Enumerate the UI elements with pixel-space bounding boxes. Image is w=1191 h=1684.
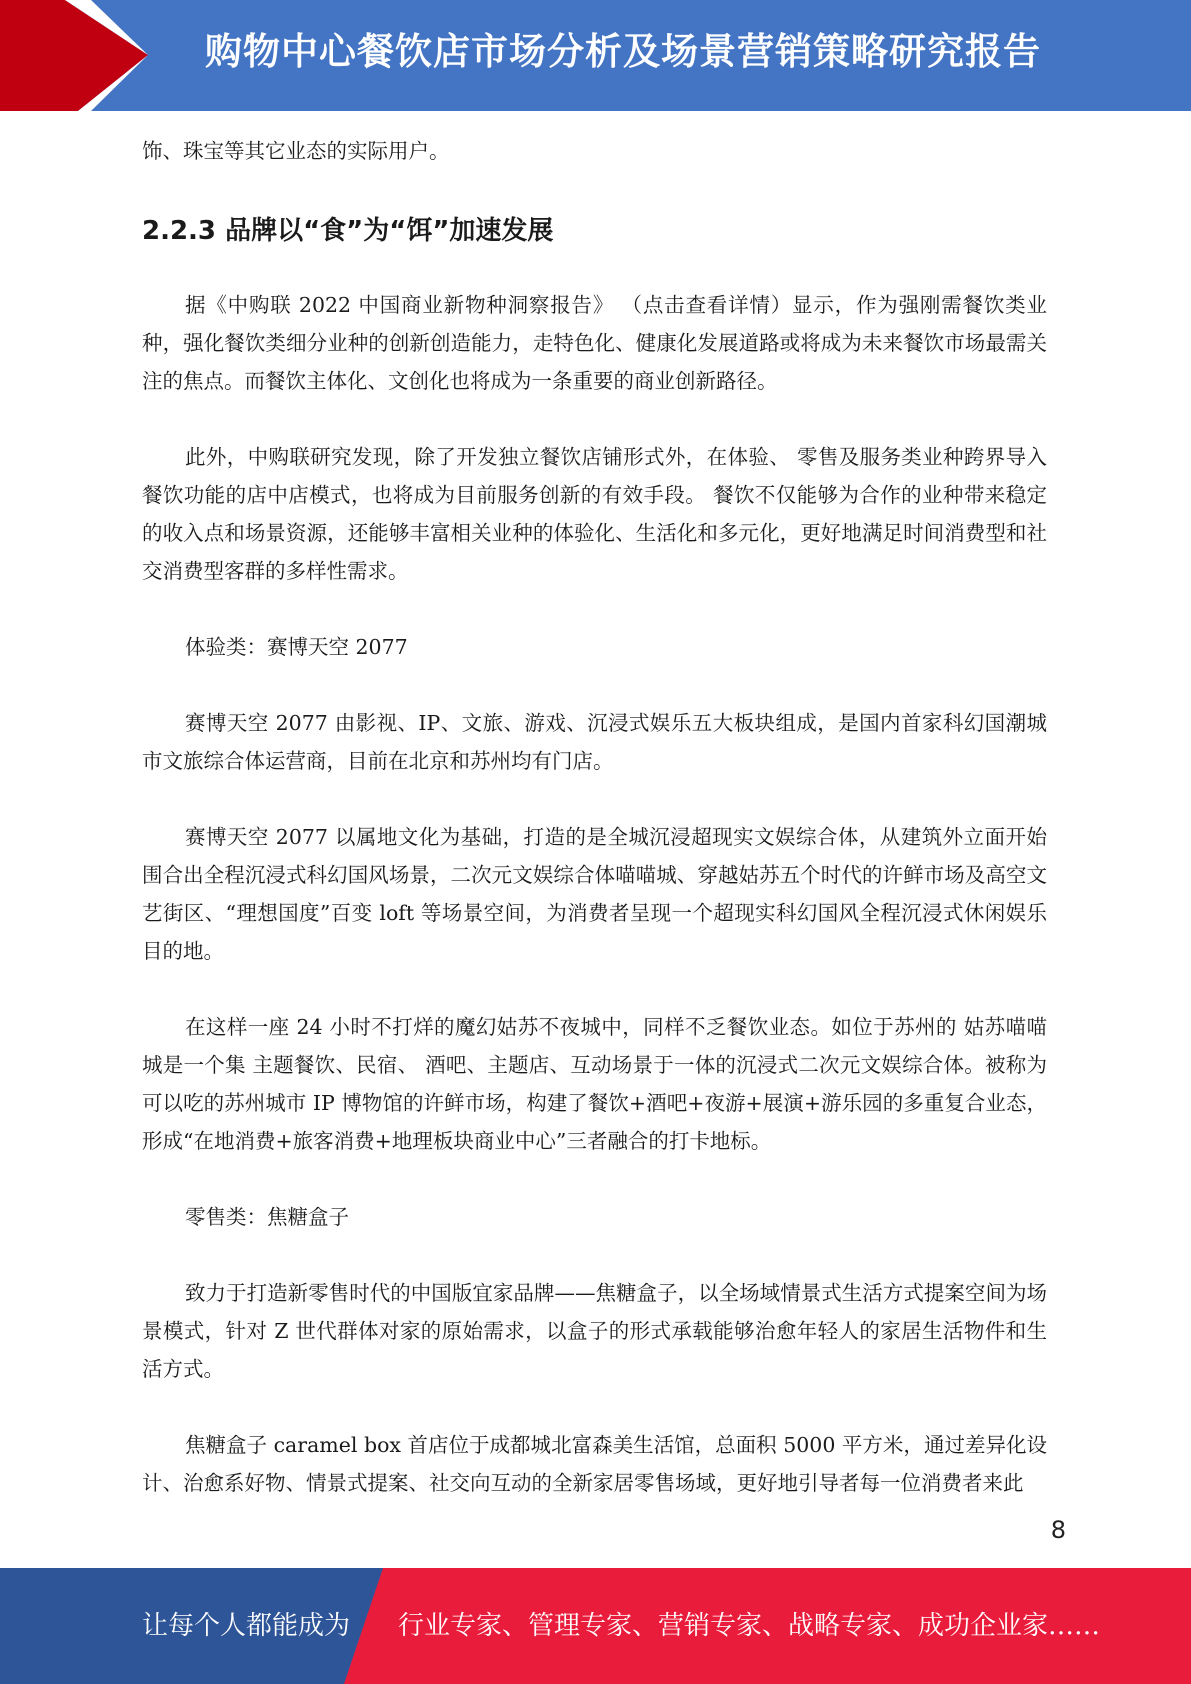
page-header: [0, 0, 1191, 111]
report-title: 购物中心餐饮店市场分析及场景营销策略研究报告: [205, 30, 1041, 73]
paragraph: 致力于打造新零售时代的中国版宜家品牌——焦糖盒子，以全场域情景式生活方式提案空间为场景模式，针对 Z 世代群体对家的原始需求，以盒子的形式承载能够治愈年轻人的家居生活物件和生活方式。: [142, 1281, 1047, 1381]
page-number: 8: [1050, 1516, 1066, 1544]
page-footer: [0, 1568, 1191, 1684]
paragraph: 在这样一座 24 小时不打烊的魔幻姑苏不夜城中，同样不乏餐饮业态。如位于苏州的 姑苏喵喵城是一个集 主题餐饮、民宿、 酒吧、主题店、互动场景于一体的沉浸式二次元文娱综合体。被称为 可以吃的苏州城市 IP 博物馆的许鲜市场，构建了餐饮+酒吧+夜游+展演+游乐园的多重复合业态，形成“在地消费+旅客消费+地理板块商业中心”三者融合的打卡地标。: [142, 1015, 1047, 1153]
subheading-experience: 体验类：赛博天空 2077: [185, 635, 408, 659]
section-heading: 2.2.3 品牌以“食”为“饵”加速发展: [142, 216, 554, 246]
footer-slogan-left: 让每个人都能成为: [142, 1611, 351, 1641]
paragraph: 据《中购联 2022 中国商业新物种洞察报告》 （点击查看详情）显示，作为强刚需餐饮类业种，强化餐饮类细分业种的创新创造能力，走特色化、健康化发展道路或将成为未来餐饮市场最需关注的焦点。而餐饮主体化、文创化也将成为一条重要的商业创新路径。: [142, 293, 1047, 393]
page-content: [142, 132, 1047, 1495]
paragraph: 焦糖盒子 caramel box 首店位于成都城北富森美生活馆，总面积 5000 平方米，通过差异化设计、治愈系好物、情景式提案、社交向互动的全新家居零售场域，更好地引导者每一位消费者来此: [142, 1433, 1047, 1495]
subheading-retail: 零售类：焦糖盒子: [185, 1205, 349, 1229]
paragraph: 此外，中购联研究发现，除了开发独立餐饮店铺形式外，在体验、 零售及服务类业种跨界导入 餐饮功能的店中店模式，也将成为目前服务创新的有效手段。 餐饮不仅能够为合作的业种带来稳定的收入点和场景资源，还能够丰富相关业种的体验化、生活化和多元化，更好地满足时间消费型和社交消费型客群的多样性需求。: [142, 445, 1047, 583]
paragraph: 赛博天空 2077 由影视、IP、文旅、游戏、沉浸式娱乐五大板块组成，是国内首家科幻国潮城市文旅综合体运营商，目前在北京和苏州均有门店。: [142, 711, 1047, 773]
paragraph: 赛博天空 2077 以属地文化为基础，打造的是全城沉浸超现实文娱综合体，从建筑外立面开始围合出全程沉浸式科幻国风场景，二次元文娱综合体喵喵城、穿越姑苏五个时代的许鲜市场及高空文艺街区、“理想国度”百变 loft 等场景空间，为消费者呈现一个超现实科幻国风全程沉浸式休闲娱乐目的地。: [142, 825, 1047, 963]
intro-fragment: 饰、珠宝等其它业态的实际用户。: [142, 139, 450, 163]
footer-slogan-right: 行业专家、管理专家、营销专家、战略专家、成功企业家……: [398, 1611, 1101, 1641]
